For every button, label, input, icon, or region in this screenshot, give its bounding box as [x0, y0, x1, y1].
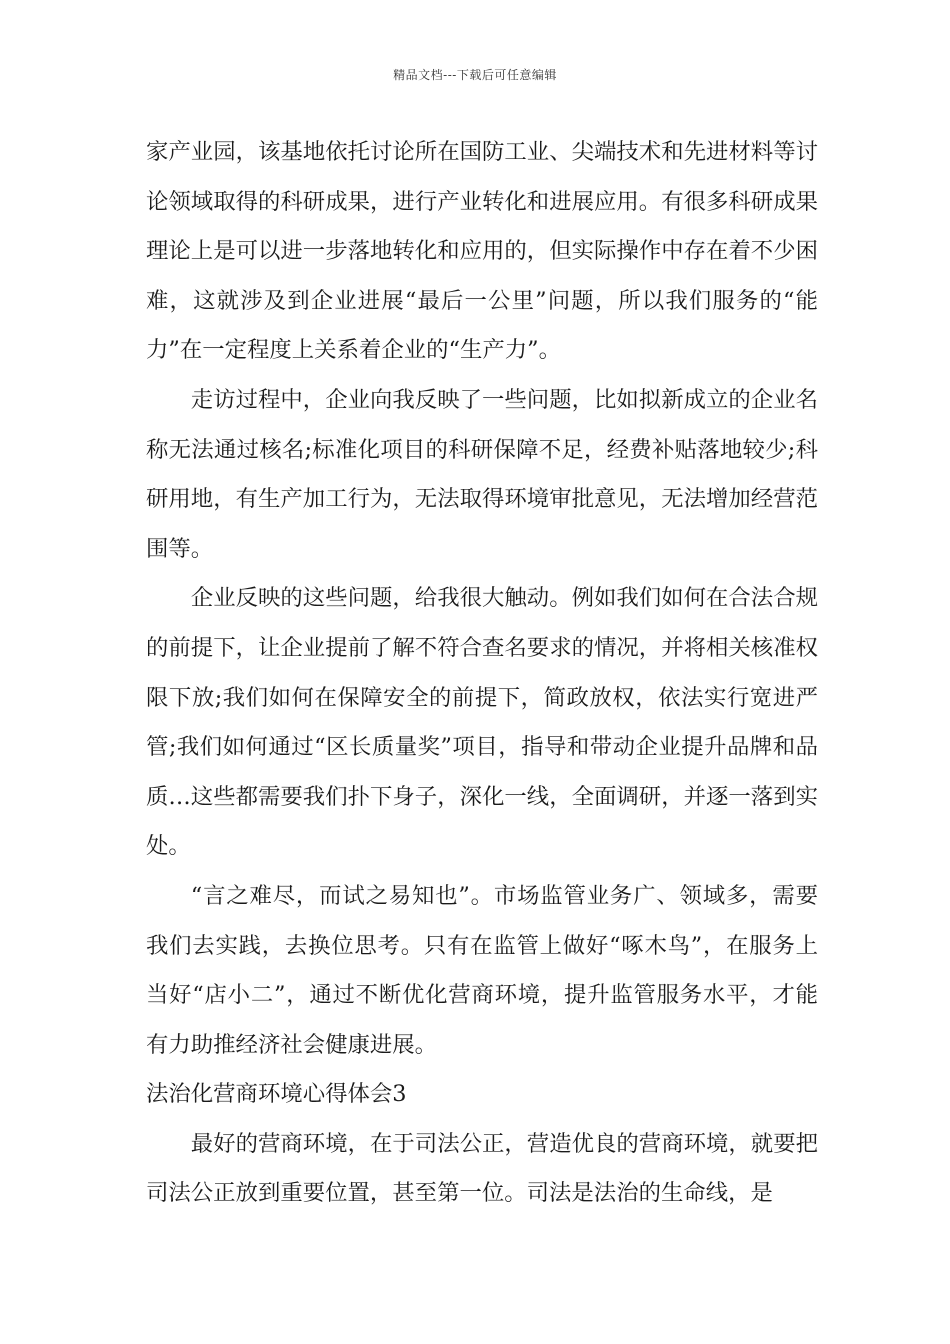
document-body	[146, 128, 818, 1219]
paragraph-2: 走访过程中，企业向我反映了一些问题，比如拟新成立的企业名称无法通过核名;标准化项目的科研保障不足，经费补贴落地较少;科研用地，有生产加工行为，无法取得环境审批意见，无法增加经营范围等。	[146, 386, 818, 562]
paragraph-1: 家产业园，该基地依托讨论所在国防工业、尖端技术和先进材料等讨论领域取得的科研成果，进行产业转化和进展应用。有很多科研成果理论上是可以进一步落地转化和应用的，但实际操作中存在着不少困难，这就涉及到企业进展“最后一公里”问题，所以我们服务的“能力”在一定程度上关系着企业的“生产力”。	[146, 139, 818, 364]
paragraph-3: 企业反映的这些问题，给我很大触动。例如我们如何在合法合规的前提下，让企业提前了解不符合查名要求的情况，并将相关核准权限下放;我们如何在保障安全的前提下，简政放权，依法实行宽进严管;我们如何通过“区长质量奖”项目，指导和带动企业提升品牌和品质…这些都需要我们扑下身子，深化一线，全面调研，并逐一落到实处。	[146, 585, 818, 860]
section-heading: 法治化营商环境心得体会3	[146, 1081, 407, 1108]
section-paragraph-1: 最好的营商环境，在于司法公正，营造优良的营商环境，就要把司法公正放到重要位置，甚至第一位。司法是法治的生命线，是	[146, 1130, 818, 1207]
page-header: 精品文档---下载后可任意编辑	[393, 68, 557, 82]
paragraph-4: “言之难尽，而试之易知也”。市场监管业务广、领域多，需要我们去实践，去换位思考。只有在监管上做好“啄木鸟”，在服务上当好“店小二”，通过不断优化营商环境，提升监管服务水平，才能有力助推经济社会健康进展。	[146, 882, 818, 1058]
